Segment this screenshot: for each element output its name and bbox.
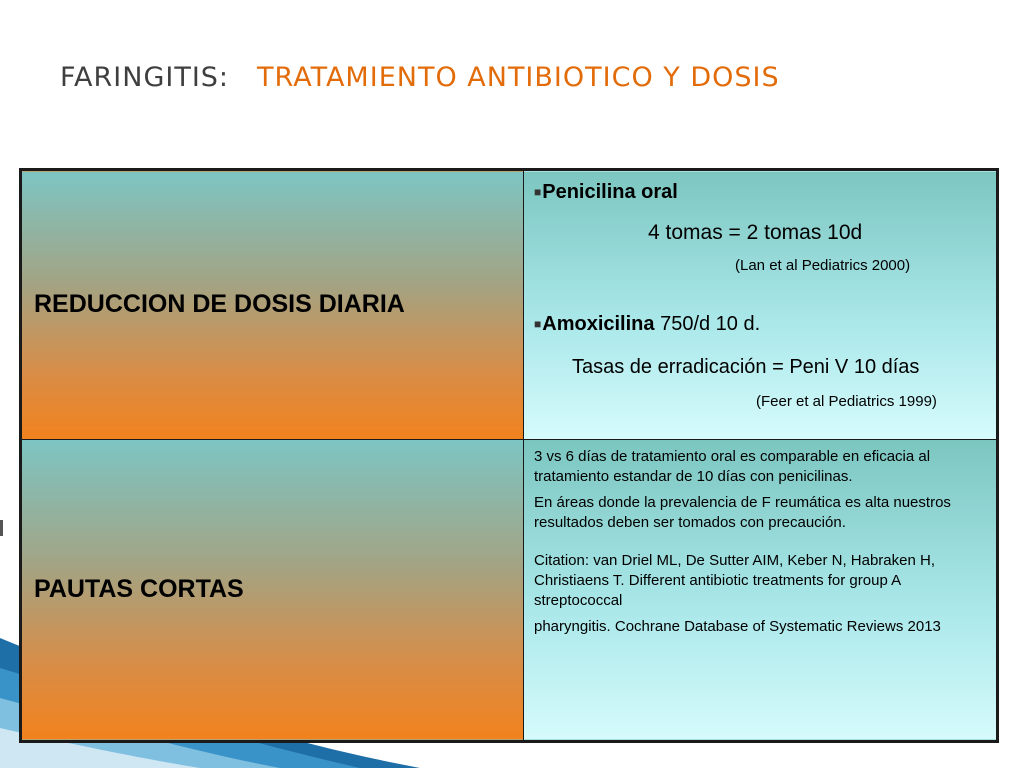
penicilina-reference: (Lan et al Pediatrics 2000) — [735, 257, 911, 274]
edge-marker — [0, 520, 3, 536]
slide-title-subtopic: TRATAMIENTO ANTIBIOTICO Y DOSIS — [257, 62, 780, 93]
amoxicilina-title: Amoxicilina — [542, 313, 655, 335]
penicilina-title: Penicilina oral — [542, 181, 678, 203]
erradicacion-line: Tasas de erradicación = Peni V 10 días — [572, 356, 920, 378]
row2-label: PAUTAS CORTAS — [34, 575, 244, 604]
penicilina-item — [534, 181, 678, 204]
short-course-finding: 3 vs 6 días de tratamiento oral es comparable en eficacia al tratamiento estandar de 10 días con penicilinas. — [534, 447, 931, 485]
amoxicilina-reference: (Feer et al Pediatrics 1999) — [756, 393, 937, 410]
row2-content-cell — [524, 439, 998, 741]
row1-label-cell — [21, 170, 524, 440]
square-bullet-icon: ■ — [534, 317, 542, 331]
citation-source: pharyngitis. Cochrane Database of Systematic Reviews 2013 — [534, 617, 941, 635]
slide-title-topic: FARINGITIS: — [60, 62, 230, 93]
rheumatic-fever-caution: En áreas donde la prevalencia de F reumática es alta nuestros resultados deben ser tomados con precaución. — [534, 493, 951, 531]
treatment-table — [19, 168, 999, 743]
table-row — [21, 439, 998, 741]
row1-label: REDUCCION DE DOSIS DIARIA — [34, 290, 405, 319]
amoxicilina-item — [534, 313, 760, 336]
row2-label-cell — [21, 439, 524, 741]
row1-content-cell — [524, 170, 998, 440]
slide-title — [60, 62, 780, 93]
square-bullet-icon: ■ — [534, 185, 542, 199]
table-row — [21, 170, 998, 440]
citation-text: Citation: van Driel ML, De Sutter AIM, Keber N, Habraken H, Christiaens T. Different antibiotic treatments for group A streptococcal — [534, 551, 935, 609]
penicilina-dosing: 4 tomas = 2 tomas 10d — [648, 221, 863, 244]
amoxicilina-dose: 750/d 10 d. — [654, 313, 761, 335]
